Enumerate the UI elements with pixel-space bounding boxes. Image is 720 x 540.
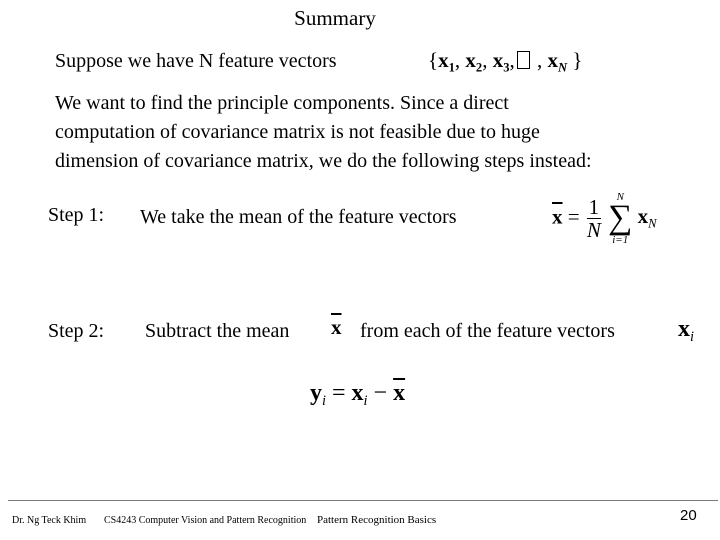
xi-symbol: $x_i$ bbox=[678, 316, 694, 346]
diff-minus: − bbox=[373, 380, 388, 406]
step2-mean-symbol: $\overline{x}$ bbox=[331, 315, 342, 339]
sum-upper-limit: N bbox=[616, 191, 624, 203]
set-xN: $x_N$ bbox=[547, 48, 568, 75]
set-open-brace: { bbox=[428, 48, 439, 72]
step1-text: We take the mean of the feature vectors bbox=[140, 206, 457, 228]
step2-text-b: from each of the feature vectors bbox=[360, 320, 615, 342]
footer-course: CS4243 Computer Vision and Pattern Recognition bbox=[104, 515, 307, 526]
description-line-2: computation of covariance matrix is not feasible due to huge bbox=[55, 121, 540, 143]
diff-x: $x_i$ bbox=[351, 380, 368, 410]
missing-glyph-box bbox=[517, 51, 530, 69]
sigma-symbol: ∑ bbox=[608, 199, 633, 237]
intro-line: Suppose we have N feature vectors bbox=[55, 50, 337, 72]
footer-divider bbox=[8, 500, 718, 501]
description-line-1: We want to find the principle components. Since a direct bbox=[55, 92, 509, 114]
mean-formula bbox=[552, 192, 657, 245]
mean-lhs: $\overline{x}$ bbox=[552, 204, 563, 229]
slide-title: Summary bbox=[294, 6, 376, 30]
description-paragraph bbox=[55, 89, 592, 176]
feature-set-formula: {$x_1$, $x_2$, $x_3$, , $x_N$ } bbox=[428, 48, 583, 75]
mean-fraction-denominator: N bbox=[586, 217, 601, 242]
set-x3: $x_3$ bbox=[492, 48, 510, 75]
summation bbox=[608, 192, 632, 245]
diff-mean: $\overline{x}$ bbox=[393, 380, 406, 406]
step1-label: Step 1: bbox=[48, 204, 105, 226]
difference-formula bbox=[310, 380, 405, 410]
footer-topic: Pattern Recognition Basics bbox=[317, 514, 437, 526]
step2-text-a: Subtract the mean bbox=[145, 320, 290, 342]
set-x1: $x_1$ bbox=[438, 48, 455, 75]
diff-equals: = bbox=[332, 380, 346, 406]
set-x2: $x_2$ bbox=[465, 48, 483, 75]
footer-author: Dr. Ng Teck Khim bbox=[12, 515, 87, 526]
mean-fraction-numerator: 1 bbox=[588, 194, 600, 219]
set-close-brace: } bbox=[572, 48, 583, 72]
step2-label: Step 2: bbox=[48, 320, 105, 342]
description-line-3: dimension of covariance matrix, we do the following steps instead: bbox=[55, 150, 592, 172]
page-number: 20 bbox=[680, 507, 697, 524]
sum-term: $x_N$ bbox=[637, 204, 657, 231]
sum-lower-limit: i=1 bbox=[612, 233, 629, 246]
mean-fraction bbox=[585, 196, 603, 242]
diff-y: $y_i$ bbox=[310, 380, 326, 410]
mean-equals: = bbox=[567, 204, 580, 229]
